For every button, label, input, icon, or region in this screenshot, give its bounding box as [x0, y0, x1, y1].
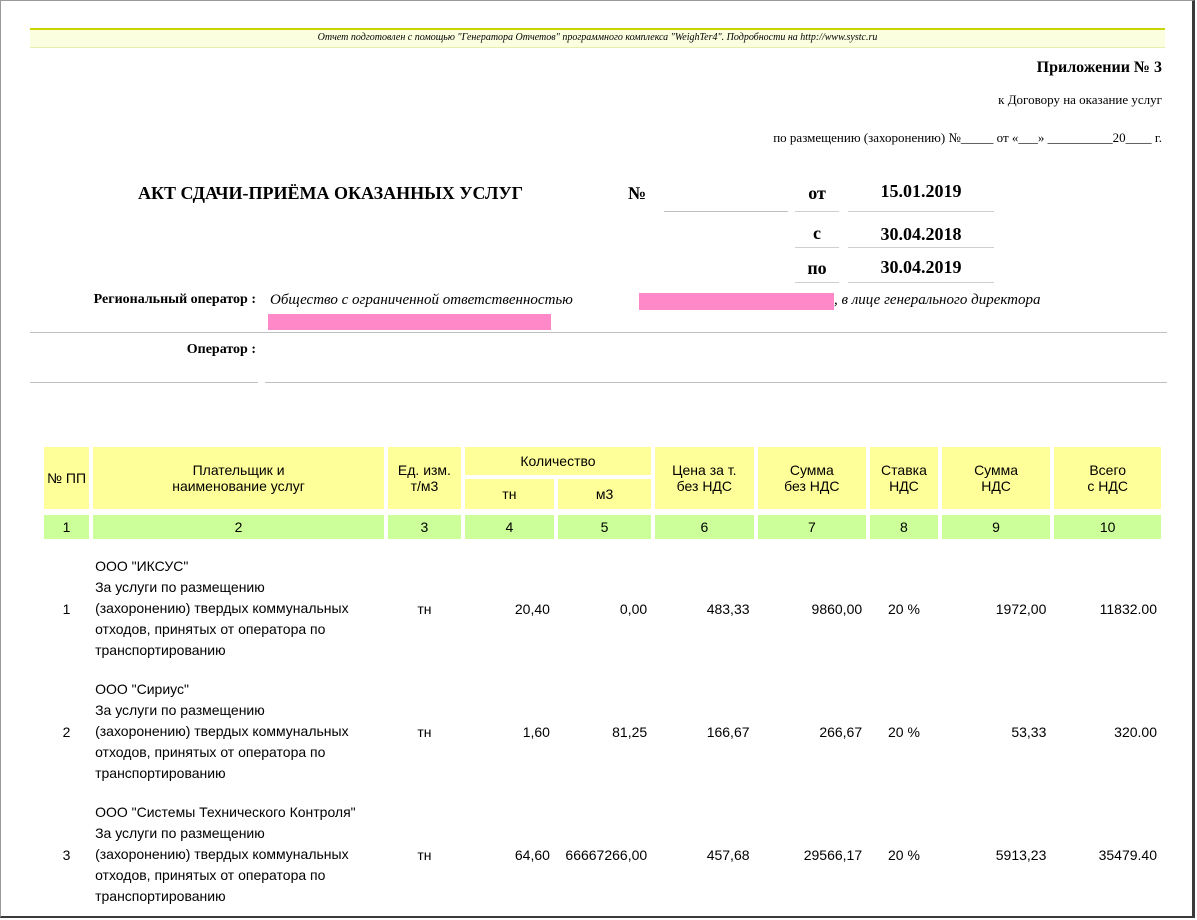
act-number-sign: №	[628, 183, 647, 203]
sum-cell: 266,67	[819, 723, 863, 740]
table-row	[44, 793, 1161, 916]
header-price-line1: Цена за т.	[672, 462, 737, 478]
total-cell: 11832.00	[1099, 600, 1157, 617]
underline	[795, 211, 839, 212]
period-start-value: 30.04.2018	[880, 224, 962, 244]
header-unit-line1: Ед. изм.	[397, 462, 451, 478]
underline	[795, 247, 839, 248]
appendix-contract-number-line: по размещению (захоронению) №_____ от «___» __________20____ г.	[773, 130, 1162, 145]
regional-operator-text-before: Общество с ограниченной ответственностью	[270, 292, 573, 308]
header-quantity-tons: тн	[465, 475, 554, 509]
column-number: 1	[44, 515, 89, 539]
vat-rate-cell: 20 %	[887, 723, 920, 740]
total-cell: 320.00	[1114, 723, 1157, 740]
operator-label-underline	[30, 382, 258, 383]
total-cell: 35479.40	[1098, 846, 1157, 863]
service-line: транспортированию	[95, 765, 226, 781]
payer-name: ООО "Сириус"	[95, 681, 189, 697]
service-line: (захоронению) твердых коммунальных	[95, 846, 349, 862]
service-line: отходов, принятых от оператора по	[95, 621, 326, 637]
quantity-tons-cell: 20,40	[514, 600, 550, 617]
regional-operator-text-after: , в лице генерального директора	[834, 292, 1041, 308]
report-generator-banner: Отчет подготовлен с помощью "Генератора Отчетов" программного комплекса "WeighTer4". Подробности на http://www.systc.ru	[30, 28, 1165, 48]
header-sum-line2: без НДС	[784, 478, 840, 494]
header-payer-line1: Плательщик и	[192, 462, 285, 478]
regional-operator-underline	[30, 332, 1167, 333]
vat-sum-cell: 5913,23	[995, 846, 1047, 863]
column-number: 10	[1054, 515, 1161, 539]
column-number: 9	[942, 515, 1051, 539]
header-price	[655, 447, 753, 509]
period-end-value: 30.04.2019	[880, 257, 962, 277]
regional-operator-text	[270, 292, 573, 309]
operator-label: Оператор :	[186, 342, 256, 357]
underline	[848, 211, 994, 212]
vat-sum-cell: 53,33	[1011, 723, 1047, 740]
header-unit-line2: т/м3	[410, 478, 439, 494]
column-number: 5	[558, 515, 651, 539]
header-total	[1054, 447, 1161, 509]
underline	[795, 282, 839, 283]
period-start-label: с	[813, 223, 821, 243]
service-line: (захоронению) твердых коммунальных	[95, 600, 349, 616]
header-quantity: Количество	[465, 447, 651, 475]
header-rate-line1: Ставка	[881, 462, 927, 478]
column-number: 8	[870, 515, 938, 539]
quantity-tons-cell: 1,60	[522, 723, 550, 740]
header-payer-line2: наименование услуг	[172, 478, 305, 494]
row-number: 3	[62, 846, 71, 863]
vat-rate-cell: 20 %	[887, 600, 920, 617]
header-rate-line2: НДС	[889, 478, 919, 494]
service-line: За услуги по размещению	[95, 579, 265, 595]
vat-rate-cell: 20 %	[887, 846, 920, 863]
payer-service-cell	[93, 793, 384, 916]
header-unit	[388, 447, 461, 509]
column-number: 4	[465, 515, 554, 539]
column-number: 6	[655, 515, 753, 539]
act-title: АКТ СДАЧИ-ПРИЁМА ОКАЗАННЫХ УСЛУГ	[138, 183, 524, 203]
appendix-contract-line: к Договору на оказание услуг	[998, 92, 1162, 107]
redacted-company-name	[639, 293, 834, 310]
appendix-title: Приложении № 3	[1036, 59, 1162, 76]
payer-name: ООО "ИКСУС"	[95, 558, 189, 574]
service-line: отходов, принятых от оператора по	[95, 744, 326, 760]
header-vat-sum	[942, 447, 1051, 509]
header-vat-rate	[870, 447, 938, 509]
act-date-value: 15.01.2019	[880, 181, 962, 201]
service-line: транспортированию	[95, 642, 226, 658]
unit-cell: тн	[417, 600, 432, 617]
quantity-m3-cell: 81,25	[612, 723, 648, 740]
operator-value-underline	[265, 382, 1167, 383]
underline	[848, 247, 994, 248]
header-quantity-m3: м3	[558, 475, 651, 509]
payer-name: ООО "Системы Технического Контроля"	[95, 804, 356, 820]
quantity-m3-cell: 0,00	[619, 600, 648, 617]
redacted-director-name	[268, 314, 551, 330]
sum-cell: 9860,00	[811, 600, 863, 617]
header-row-number: № ПП	[44, 447, 89, 509]
payer-service-cell	[93, 547, 384, 670]
table-row	[44, 547, 1161, 670]
service-line: (захоронению) твердых коммунальных	[95, 723, 349, 739]
price-cell: 166,67	[706, 723, 750, 740]
service-line: транспортированию	[95, 888, 226, 904]
header-sum-line1: Сумма	[789, 462, 834, 478]
price-cell: 483,33	[706, 600, 750, 617]
unit-cell: тн	[417, 846, 432, 863]
vat-sum-cell: 1972,00	[995, 600, 1047, 617]
price-cell: 457,68	[706, 846, 750, 863]
table-row	[44, 670, 1161, 793]
quantity-tons-cell: 64,60	[514, 846, 550, 863]
header-total-line2: с НДС	[1087, 478, 1128, 494]
row-number: 2	[62, 723, 71, 740]
header-vat-line1: Сумма	[974, 462, 1019, 478]
sum-cell: 29566,17	[803, 846, 863, 863]
header-total-line1: Всего	[1089, 462, 1127, 478]
quantity-m3-cell: 66667266,00	[565, 846, 648, 863]
column-number: 2	[93, 515, 384, 539]
services-table	[40, 447, 1165, 916]
header-price-line2: без НДС	[676, 478, 733, 494]
header-vat-line2: НДС	[981, 478, 1011, 494]
service-line: За услуги по размещению	[95, 702, 265, 718]
column-number: 7	[758, 515, 867, 539]
spacer	[44, 539, 1161, 547]
header-payer	[93, 447, 384, 509]
header-sum	[758, 447, 867, 509]
act-number-underline	[664, 211, 788, 212]
regional-operator-label: Региональный оператор :	[93, 292, 256, 307]
act-date-label: от	[808, 183, 826, 203]
period-end-label: по	[807, 258, 827, 278]
column-number: 3	[388, 515, 461, 539]
service-line: За услуги по размещению	[95, 825, 265, 841]
row-number: 1	[62, 600, 71, 617]
payer-service-cell	[93, 670, 384, 793]
service-line: отходов, принятых от оператора по	[95, 867, 326, 883]
underline	[848, 282, 994, 283]
unit-cell: тн	[417, 723, 432, 740]
